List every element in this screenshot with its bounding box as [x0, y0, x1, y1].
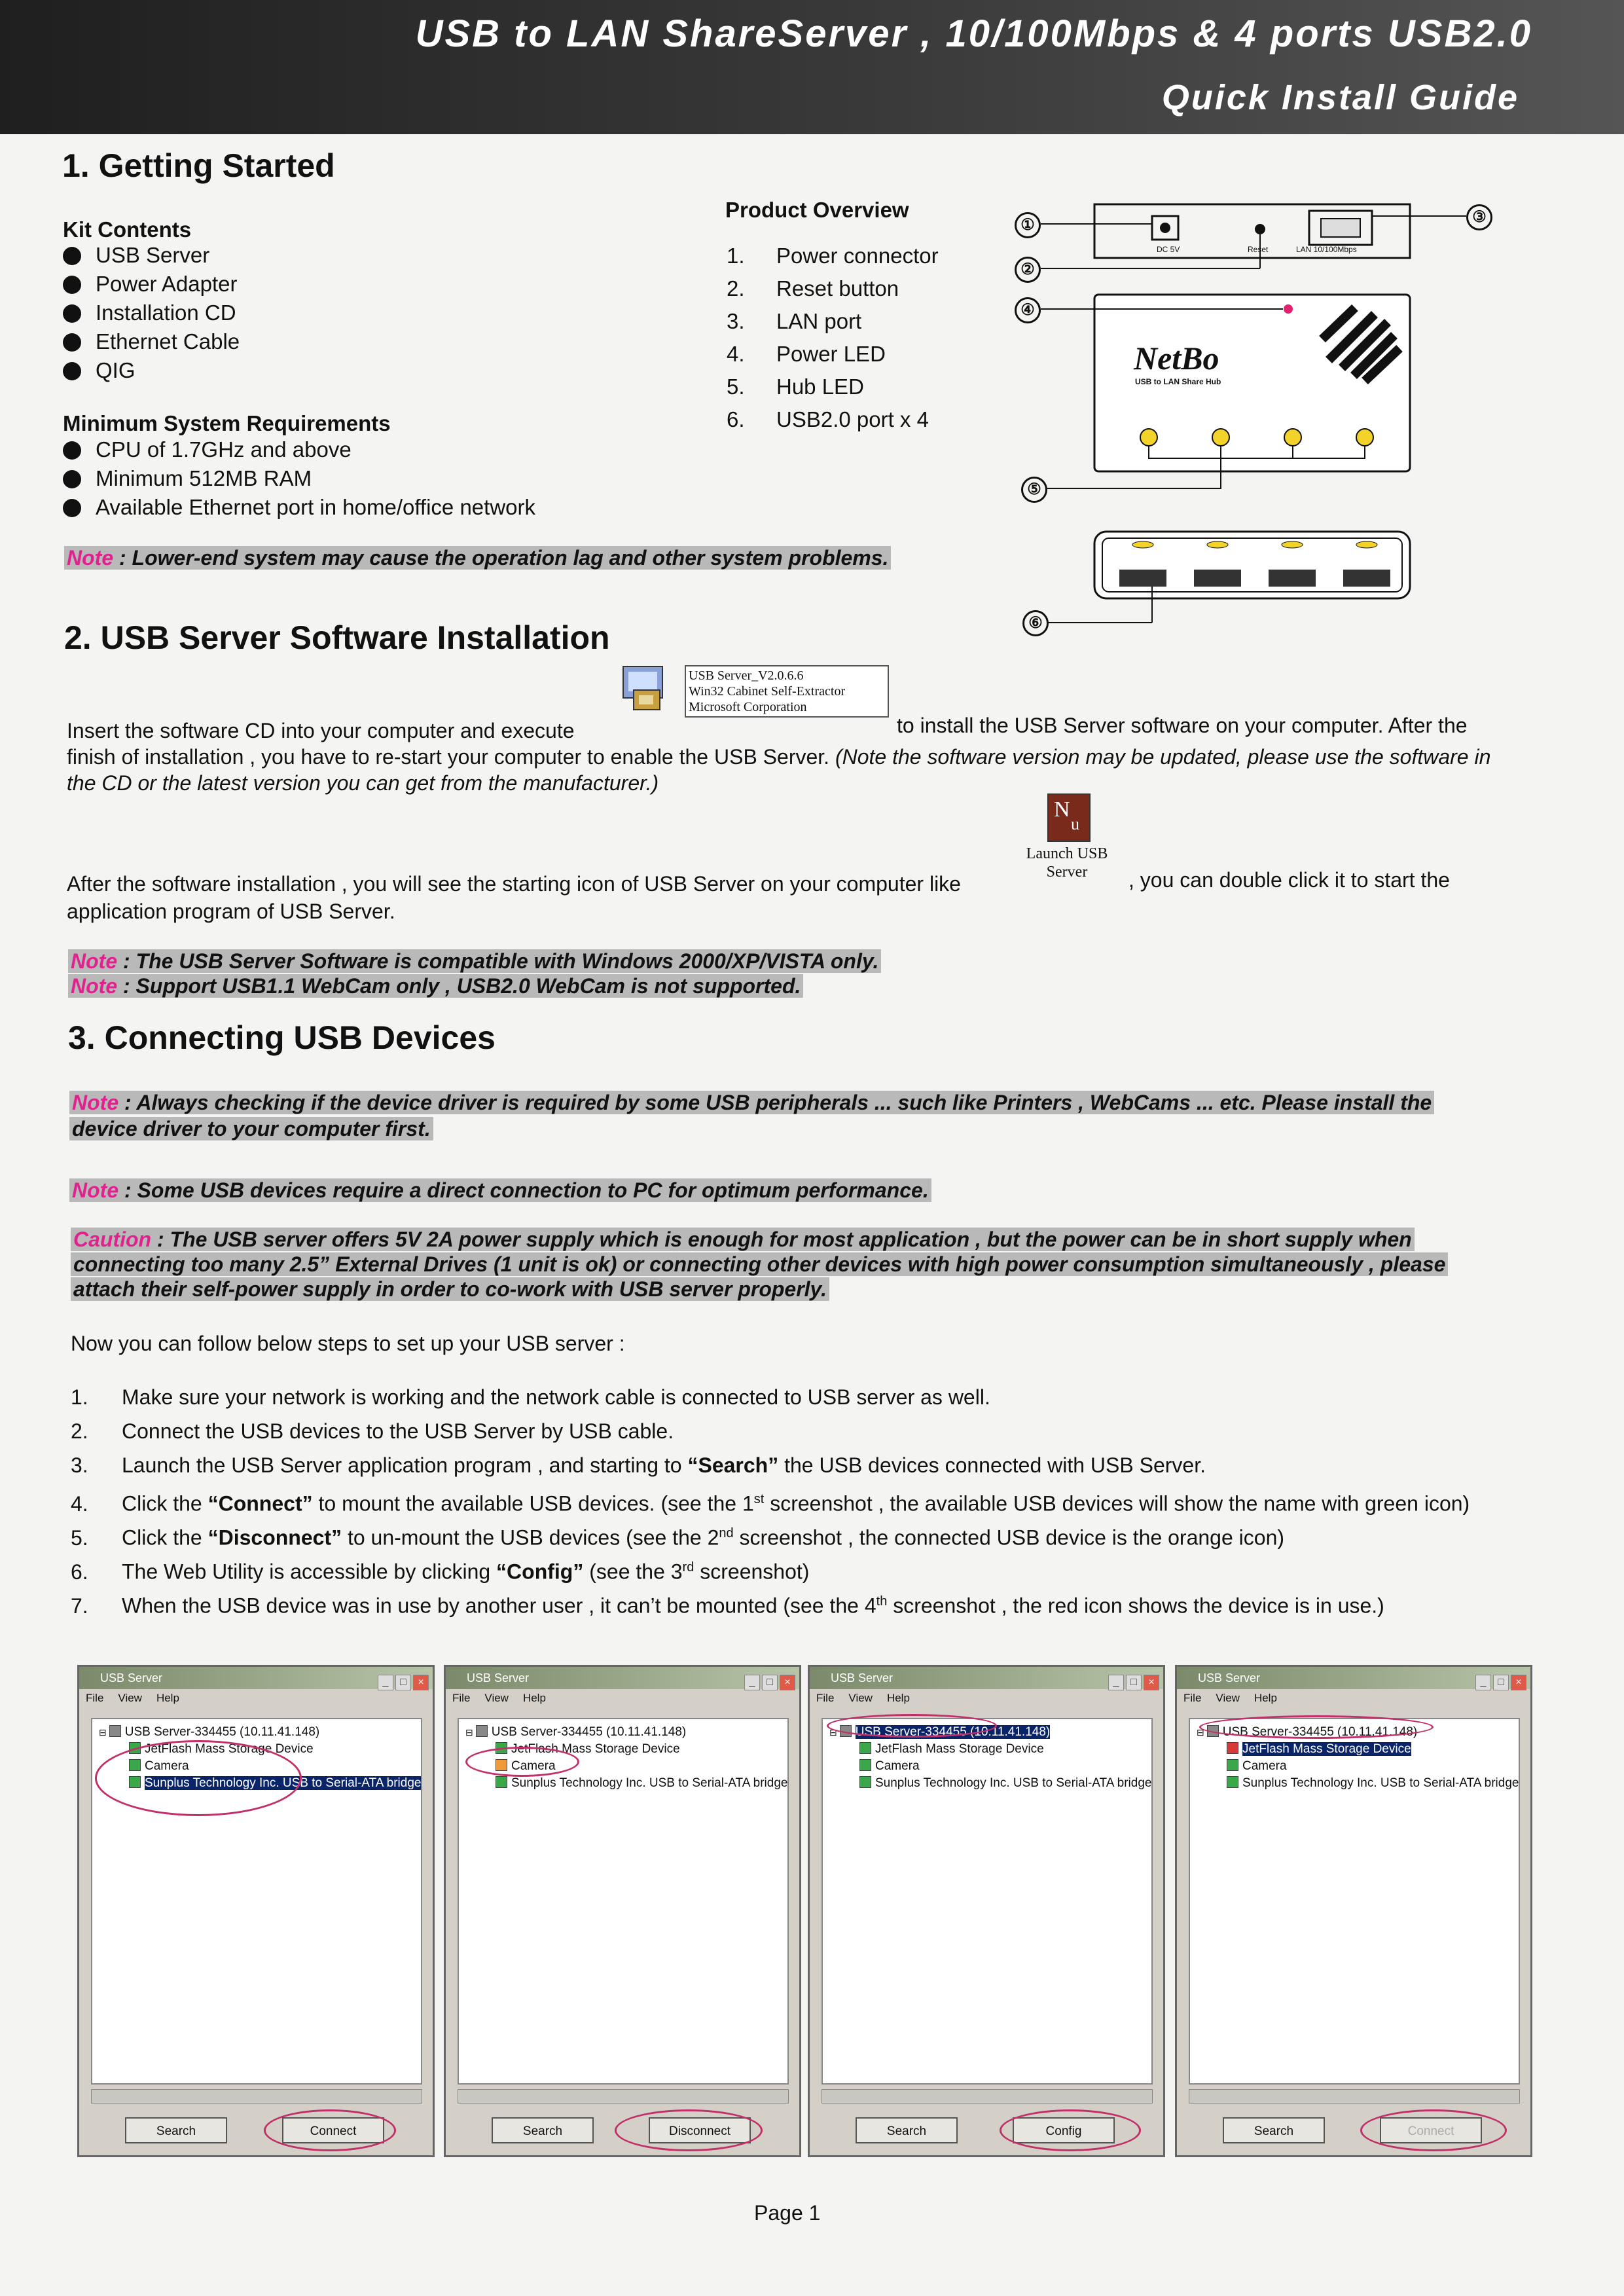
note-direct-connection: Note : Some USB devices require a direct connection to PC for optimum performance. — [69, 1177, 931, 1203]
callout-6-icon: ⑥ — [1022, 610, 1049, 636]
device-illustration — [1021, 196, 1506, 642]
collapse-icon[interactable]: ⊟ — [829, 1727, 837, 1738]
install-text-b: to install the USB Server software on your computer. After the — [897, 714, 1468, 737]
install-text-a: Insert the software CD into your computer and execute — [67, 719, 575, 742]
launch-text-b: , you can double click it to start the — [1128, 868, 1450, 892]
window-title: USB Server — [831, 1671, 893, 1685]
highlight-oval — [827, 1714, 997, 1738]
search-button[interactable]: Search — [856, 2117, 958, 2143]
kit-item: Power Adapter — [63, 270, 240, 299]
device-row[interactable]: Sunplus Technology Inc. USB to Serial-ATA bridge — [1227, 1776, 1519, 1791]
requirement-item: Available Ethernet port in home/office network — [63, 493, 535, 522]
device-tree — [1189, 1718, 1520, 2085]
highlight-oval — [615, 2109, 763, 2151]
section-getting-started-heading: 1. Getting Started — [62, 147, 335, 184]
server-icon — [109, 1725, 121, 1737]
search-button[interactable]: Search — [492, 2117, 594, 2143]
menu-view[interactable]: View — [118, 1692, 142, 1704]
highlight-oval — [465, 1747, 579, 1777]
kit-item: Installation CD — [63, 299, 240, 327]
window-titlebar[interactable] — [79, 1667, 433, 1689]
menu-help[interactable]: Help — [886, 1692, 910, 1704]
page-number: Page 1 — [754, 2201, 821, 2225]
steps-intro: Now you can follow below steps to set up your USB server : — [71, 1332, 625, 1355]
window-titlebar[interactable] — [446, 1667, 799, 1689]
server-row[interactable]: ⊟ USB Server-334455 (10.11.41.148) — [1197, 1725, 1418, 1739]
installer-icon — [621, 661, 673, 714]
menu-help[interactable]: Help — [522, 1692, 546, 1704]
connect-button[interactable]: Connect — [282, 2117, 384, 2143]
installer-file-label: USB Server_V2.0.6.6 Win32 Cabinet Self-Extractor Microsoft Corporation — [685, 665, 889, 718]
step-item: 5. Click the “Disconnect” to un-mount the USB devices (see the 2nd screenshot , the connected USB device is the orange icon) — [71, 1525, 1285, 1550]
device-green-icon — [859, 1759, 871, 1771]
window-title: USB Server — [467, 1671, 530, 1685]
caution-power-supply: Caution : The USB server offers 5V 2A power supply which is enough for most application , but the power can be in short supply when connecting too many 2.5” External Drives (1 unit is ok) or connecting other devices with high power consumption simultaneously , please attach their self-power supply in order to co-work with USB server properly. — [71, 1227, 1596, 1302]
server-row[interactable]: ⊟ USB Server-334455 (10.11.41.148) — [99, 1725, 320, 1739]
note-webcam-support: Note : Support USB1.1 WebCam only , USB2.0 WebCam is not supported. — [68, 973, 803, 999]
overview-item: 1. Power connector — [727, 244, 939, 268]
window-title: USB Server — [100, 1671, 163, 1685]
requirement-item: CPU of 1.7GHz and above — [63, 435, 535, 464]
device-green-icon — [859, 1776, 871, 1788]
collapse-icon[interactable]: ⊟ — [1197, 1727, 1204, 1738]
bullet-icon — [63, 470, 81, 488]
close-icon[interactable]: × — [413, 1675, 429, 1690]
brand-logo: NetBo — [1134, 340, 1219, 376]
note-lower-end-system: Note : Lower-end system may cause the operation lag and other system problems. — [64, 545, 891, 571]
horizontal-scrollbar[interactable] — [91, 2089, 422, 2104]
maximize-icon[interactable]: □ — [1493, 1675, 1509, 1690]
config-button[interactable]: Config — [1013, 2117, 1115, 2143]
launch-icon-label: Launch USB Server — [1026, 845, 1108, 881]
highlight-oval — [1199, 1715, 1434, 1739]
device-diagram — [1021, 196, 1506, 642]
bullet-icon — [63, 333, 81, 352]
overview-item: 4. Power LED — [727, 342, 886, 366]
device-row[interactable]: Sunplus Technology Inc. USB to Serial-ATA bridge — [129, 1776, 421, 1791]
overview-item: 3. LAN port — [727, 309, 862, 333]
step-item: 2. Connect the USB devices to the USB Server by USB cable. — [71, 1419, 674, 1443]
callout-2-icon: ② — [1015, 257, 1041, 283]
bullet-icon — [63, 441, 81, 460]
highlight-oval — [1360, 2109, 1507, 2151]
highlight-oval — [1000, 2109, 1141, 2151]
launch-text-c: application program of USB Server. — [67, 900, 395, 923]
server-icon — [476, 1725, 488, 1737]
device-row[interactable]: JetFlash Mass Storage Device — [1227, 1741, 1411, 1757]
product-overview-list — [727, 240, 939, 436]
menu-file[interactable]: File — [1183, 1692, 1202, 1704]
section-software-installation-heading: 2. USB Server Software Installation — [64, 619, 610, 656]
menu-file[interactable]: File — [452, 1692, 471, 1704]
step-item: 4. Click the “Connect” to mount the available USB devices. (see the 1st screenshot , the available USB devices will show the name with green icon) — [71, 1491, 1470, 1516]
reset-label: Reset — [1248, 245, 1269, 254]
usb-server-window — [444, 1665, 801, 2157]
menu-help[interactable]: Help — [1254, 1692, 1277, 1704]
minimize-icon[interactable]: _ — [744, 1675, 760, 1690]
maximize-icon[interactable]: □ — [1126, 1675, 1142, 1690]
product-overview-heading: Product Overview — [725, 198, 909, 222]
system-requirements-heading: Minimum System Requirements — [63, 411, 391, 435]
disconnect-button[interactable]: Disconnect — [649, 2117, 751, 2143]
note-device-driver: Note : Always checking if the device driver is required by some USB peripherals ... such like Printers , WebCams ... etc. Please install the device driver to your computer first. — [69, 1089, 1575, 1142]
kit-item: Ethernet Cable — [63, 327, 240, 356]
maximize-icon[interactable]: □ — [762, 1675, 778, 1690]
device-row[interactable]: JetFlash Mass Storage Device — [129, 1741, 314, 1757]
dc-label: DC 5V — [1157, 245, 1180, 254]
step-item: 6. The Web Utility is accessible by clicking “Config” (see the 3rd screenshot) — [71, 1559, 810, 1584]
usb-server-window — [77, 1665, 435, 2157]
device-row[interactable]: Camera — [496, 1758, 556, 1774]
bullet-icon — [63, 499, 81, 517]
header-banner — [0, 0, 1624, 134]
bullet-icon — [63, 247, 81, 265]
device-row[interactable]: Camera — [1227, 1758, 1287, 1774]
device-row[interactable]: Sunplus Technology Inc. USB to Serial-ATA bridge — [859, 1776, 1151, 1791]
kit-item: USB Server — [63, 241, 240, 270]
system-requirements-list — [63, 435, 535, 522]
close-icon[interactable]: × — [1144, 1675, 1159, 1690]
server-row[interactable]: ⊟ USB Server-334455 (10.11.41.148) — [829, 1725, 1051, 1739]
section-connecting-devices-heading: 3. Connecting USB Devices — [68, 1019, 496, 1056]
setup-steps-list — [71, 1380, 1470, 1618]
horizontal-scrollbar[interactable] — [821, 2089, 1153, 2104]
overview-item: 5. Hub LED — [727, 374, 864, 399]
menu-file[interactable]: File — [816, 1692, 835, 1704]
callout-3-icon: ③ — [1466, 204, 1492, 230]
install-text-c: finish of installation , you have to re-start your computer to enable the USB Server. (Note the software version may be updated, please use the software in — [67, 745, 1491, 769]
window-titlebar[interactable] — [810, 1667, 1163, 1689]
kit-contents-list — [63, 241, 240, 385]
highlight-oval — [95, 1740, 302, 1816]
device-green-icon — [859, 1742, 871, 1754]
usb-server-window — [1175, 1665, 1532, 2157]
document-subtitle: Quick Install Guide — [1161, 78, 1519, 117]
window-title: USB Server — [1198, 1671, 1261, 1685]
callout-4-icon: ④ — [1015, 297, 1041, 323]
device-red-icon — [1227, 1742, 1238, 1754]
collapse-icon[interactable]: ⊟ — [99, 1727, 107, 1738]
kit-item: QIG — [63, 356, 240, 385]
launch-usb-server-icon: N u — [1047, 793, 1091, 842]
overview-item: 6. USB2.0 port x 4 — [727, 407, 929, 431]
horizontal-scrollbar[interactable] — [458, 2089, 789, 2104]
collapse-icon[interactable]: ⊟ — [465, 1727, 473, 1738]
menu-view[interactable]: View — [484, 1692, 509, 1704]
callout-1-icon: ① — [1015, 212, 1041, 238]
device-row[interactable]: Camera — [129, 1758, 189, 1774]
document-title: USB to LAN ShareServer , 10/100Mbps & 4 ports USB2.0 — [415, 12, 1532, 55]
lan-label: LAN 10/100Mbps — [1296, 245, 1357, 254]
device-green-icon — [1227, 1776, 1238, 1788]
minimize-icon[interactable]: _ — [378, 1675, 393, 1690]
usb-server-window — [808, 1665, 1165, 2157]
menu-file[interactable]: File — [86, 1692, 104, 1704]
step-item: 3. Launch the USB Server application program , and starting to “Search” the USB devices connected with USB Server. — [71, 1453, 1206, 1477]
minimize-icon[interactable]: _ — [1108, 1675, 1124, 1690]
device-green-icon — [1227, 1759, 1238, 1771]
menu-help[interactable]: Help — [156, 1692, 179, 1704]
search-button[interactable]: Search — [1223, 2117, 1325, 2143]
device-green-icon — [496, 1776, 507, 1788]
brand-subtitle: USB to LAN Share Hub — [1135, 377, 1221, 386]
horizontal-scrollbar[interactable] — [1189, 2089, 1520, 2104]
kit-contents-heading: Kit Contents — [63, 217, 192, 242]
maximize-icon[interactable]: □ — [395, 1675, 411, 1690]
launch-text-a: After the software installation , you will see the starting icon of USB Server on your computer like — [67, 872, 961, 896]
server-row[interactable]: ⊟ USB Server-334455 (10.11.41.148) — [465, 1725, 687, 1739]
connect-button[interactable]: Connect — [1380, 2117, 1482, 2143]
device-row[interactable]: JetFlash Mass Storage Device — [859, 1741, 1044, 1757]
menu-view[interactable]: View — [1216, 1692, 1240, 1704]
search-button[interactable]: Search — [125, 2117, 227, 2143]
step-item: 7. When the USB device was in use by another user , it can’t be mounted (see the 4th screenshot , the red icon shows the device is in use.) — [71, 1594, 1384, 1618]
bullet-icon — [63, 304, 81, 323]
callout-5-icon: ⑤ — [1021, 477, 1047, 503]
minimize-icon[interactable]: _ — [1475, 1675, 1491, 1690]
device-row[interactable]: JetFlash Mass Storage Device — [496, 1741, 680, 1757]
requirement-item: Minimum 512MB RAM — [63, 464, 535, 493]
device-tree — [821, 1718, 1153, 2085]
close-icon[interactable]: × — [1511, 1675, 1526, 1690]
bullet-icon — [63, 362, 81, 380]
bullet-icon — [63, 276, 81, 294]
overview-item: 2. Reset button — [727, 276, 899, 301]
note-os-compatibility: Note : The USB Server Software is compatible with Windows 2000/XP/VISTA only. — [68, 948, 881, 974]
install-text-d: the CD or the latest version you can get from the manufacturer.) — [67, 771, 659, 795]
device-row[interactable]: Camera — [859, 1758, 920, 1774]
device-row[interactable]: Sunplus Technology Inc. USB to Serial-ATA bridge — [496, 1776, 787, 1791]
menu-view[interactable]: View — [848, 1692, 873, 1704]
close-icon[interactable]: × — [780, 1675, 795, 1690]
step-item: 1. Make sure your network is working and the network cable is connected to USB server as well. — [71, 1385, 990, 1409]
highlight-oval — [264, 2109, 396, 2151]
window-titlebar[interactable] — [1177, 1667, 1530, 1689]
